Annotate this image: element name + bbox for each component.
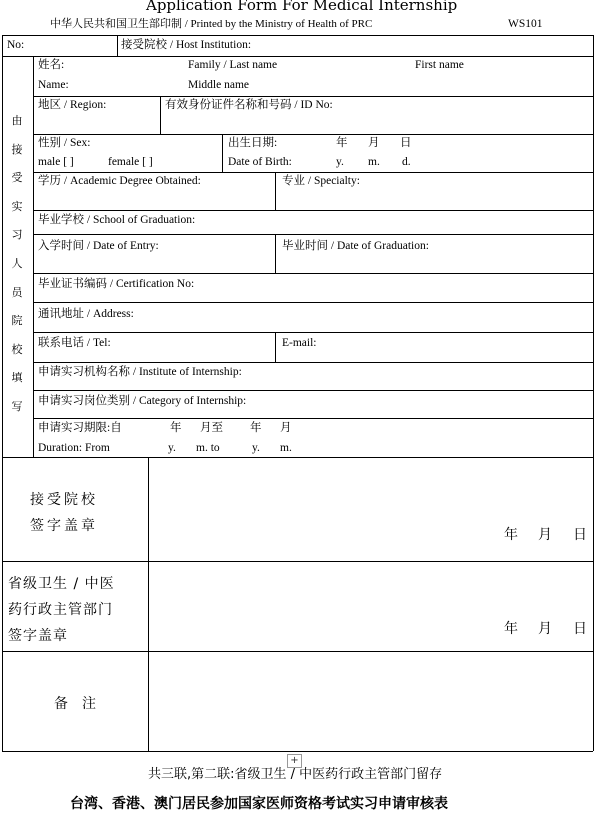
printed-by: 中华人民共和国卫生部印制 / Printed by the Ministry of Health of PRC xyxy=(50,18,373,30)
host-seal-line2: 签字盖章 xyxy=(30,518,98,534)
school-label: 毕业学校 / School of Graduation: xyxy=(38,214,196,226)
no-label: No: xyxy=(7,39,25,51)
divider xyxy=(222,134,223,172)
host-seal-line1: 接受院校 xyxy=(30,492,98,508)
side-label-char: 实 xyxy=(11,199,23,213)
remarks-label: 备注 xyxy=(54,696,110,712)
name-label-cn: 姓名: xyxy=(38,59,65,71)
dob-label-cn: 出生日期: xyxy=(228,137,278,149)
dob-label-en: Date of Birth: xyxy=(228,156,292,168)
province-seal-month: 月 xyxy=(538,621,555,637)
duration-y1-cn: 年 xyxy=(170,422,182,434)
duration-label-cn: 申请实习期限:自 xyxy=(38,422,122,434)
dob-year-cn: 年 xyxy=(336,137,348,149)
divider xyxy=(33,302,593,303)
side-label-char: 接 xyxy=(11,142,23,156)
side-label-char: 人 xyxy=(11,256,23,270)
first-name-label: First name xyxy=(415,59,464,71)
sex-label: 性别 / Sex: xyxy=(38,137,91,149)
host-seal-day: 日 xyxy=(573,527,590,543)
duration-y2-cn: 年 xyxy=(250,422,262,434)
side-label-char: 受 xyxy=(11,171,23,185)
province-seal-year: 年 xyxy=(504,621,521,637)
address-label: 通讯地址 / Address: xyxy=(38,308,134,320)
divider xyxy=(275,172,276,210)
divider xyxy=(33,210,593,211)
frame-top xyxy=(2,35,593,36)
divider xyxy=(2,457,593,458)
side-label-char: 员 xyxy=(11,285,23,299)
divider xyxy=(33,390,593,391)
divider xyxy=(33,134,593,135)
dob-m: m. xyxy=(368,156,380,168)
institute-label: 申请实习机构名称 / Institute of Internship: xyxy=(38,366,242,378)
form-code: WS101 xyxy=(508,18,543,30)
divider xyxy=(2,651,593,652)
family-name-label: Family / Last name xyxy=(188,59,278,71)
divider xyxy=(275,234,276,273)
host-institution-label: 接受院校 / Host Institution: xyxy=(121,39,252,51)
degree-label: 学历 / Academic Degree Obtained: xyxy=(38,175,201,187)
divider xyxy=(33,362,593,363)
duration-m1-to: m. to xyxy=(196,442,220,454)
side-label-char: 填 xyxy=(11,371,23,385)
divider xyxy=(33,273,593,274)
region-label: 地区 / Region: xyxy=(38,99,107,111)
table-add-handle[interactable]: + xyxy=(287,754,302,768)
sex-male-checkbox[interactable]: male [ ] xyxy=(38,156,74,168)
divider xyxy=(33,234,593,235)
entry-date-label: 入学时间 / Date of Entry: xyxy=(38,240,159,252)
province-seal-line1: 省级卫生 / 中医 xyxy=(8,576,115,592)
duration-m2-cn: 月 xyxy=(280,422,292,434)
divider xyxy=(2,56,593,57)
frame-right xyxy=(593,35,594,751)
side-label-char: 由 xyxy=(11,114,23,127)
side-label-char: 习 xyxy=(11,228,23,242)
divider xyxy=(117,35,118,56)
divider xyxy=(33,172,593,173)
specialty-label: 专业 / Specialty: xyxy=(282,175,360,187)
frame-left xyxy=(2,35,3,751)
name-label-en: Name: xyxy=(38,79,69,91)
side-label-char: 院 xyxy=(11,314,23,328)
dob-y: y. xyxy=(336,156,344,168)
divider xyxy=(160,96,161,134)
side-column-divider xyxy=(33,56,34,457)
duration-label-en: Duration: From xyxy=(38,442,110,454)
side-label-char: 校 xyxy=(11,342,23,356)
sex-female-checkbox[interactable]: female [ ] xyxy=(108,156,153,168)
document-title: 台湾、香港、澳门居民参加国家医师资格考试实习申请审核表 xyxy=(70,796,448,812)
divider xyxy=(33,96,593,97)
host-seal-month: 月 xyxy=(538,527,555,543)
copy-note: 共三联,第二联:省级卫生 / 中医药行政主管部门留存 xyxy=(148,767,443,782)
dob-month-cn: 月 xyxy=(368,137,380,149)
dob-d: d. xyxy=(402,156,411,168)
side-label xyxy=(5,107,29,422)
divider xyxy=(33,332,593,333)
form-title: Application Form For Medical Internship xyxy=(146,0,458,14)
divider xyxy=(275,332,276,362)
dob-day-cn: 日 xyxy=(400,137,412,149)
duration-m2: m. xyxy=(280,442,292,454)
id-no-label: 有效身份证件名称和号码 / ID No: xyxy=(165,99,333,111)
divider xyxy=(33,418,593,419)
duration-y1: y. xyxy=(168,442,176,454)
province-seal-line2: 药行政主管部门 xyxy=(8,602,113,618)
signature-divider xyxy=(148,457,149,751)
province-seal-day: 日 xyxy=(573,621,590,637)
tel-label: 联系电话 / Tel: xyxy=(38,337,111,349)
email-label: E-mail: xyxy=(282,337,317,349)
province-seal-line3: 签字盖章 xyxy=(8,628,68,644)
frame-bottom xyxy=(2,751,593,752)
divider xyxy=(2,561,593,562)
host-seal-year: 年 xyxy=(504,527,521,543)
side-label-char: 写 xyxy=(11,399,23,413)
middle-name-label: Middle name xyxy=(188,79,249,91)
duration-y2: y. xyxy=(252,442,260,454)
graduation-date-label: 毕业时间 / Date of Graduation: xyxy=(282,240,429,252)
duration-m1-cn: 月至 xyxy=(200,422,223,434)
certification-label: 毕业证书编码 / Certification No: xyxy=(38,278,195,290)
category-label: 申请实习岗位类别 / Category of Internship: xyxy=(38,395,247,407)
